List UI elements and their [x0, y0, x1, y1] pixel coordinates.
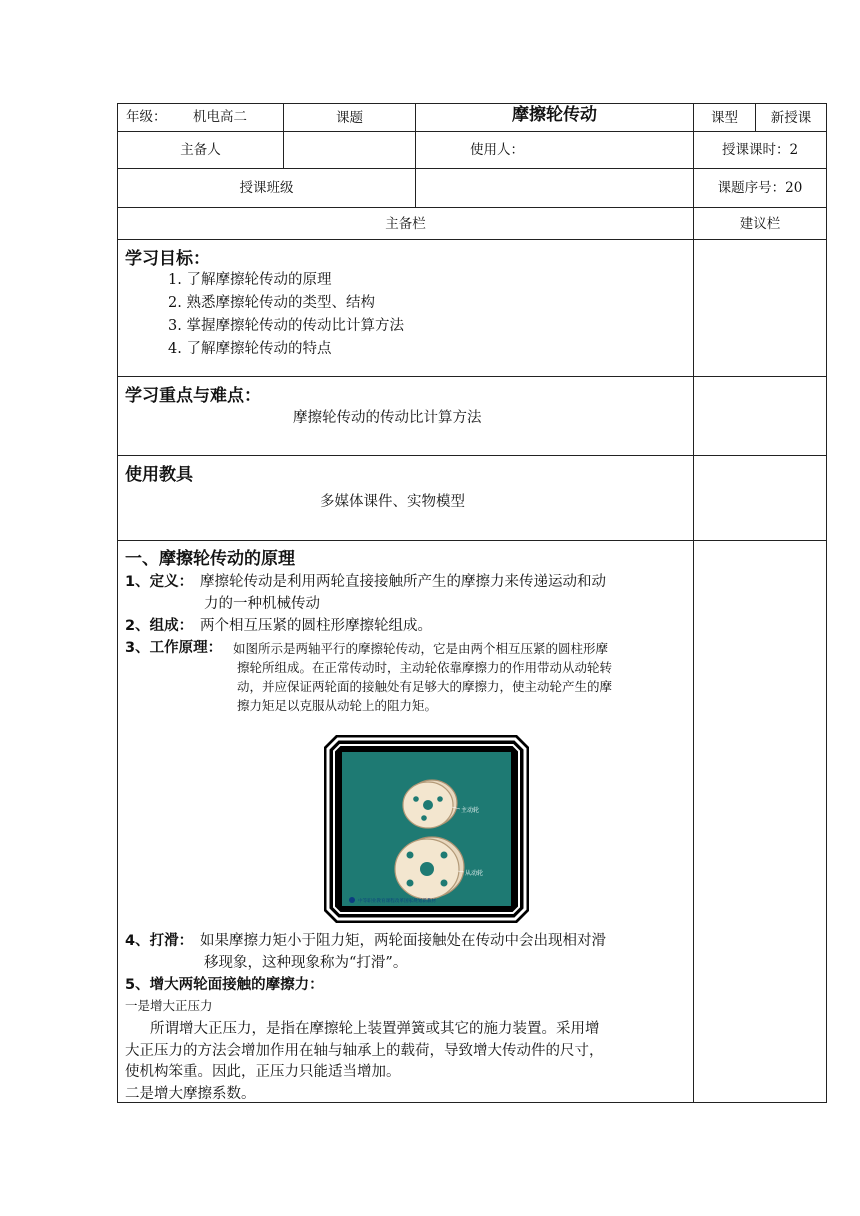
table-border: [117, 103, 827, 104]
grade-label: 年级：: [126, 109, 167, 125]
friction-wheel-figure: [324, 735, 529, 923]
table-border: [117, 207, 827, 208]
objective-item: 3. 掌握摩擦轮传动的传动比计算方法: [168, 318, 404, 334]
working-text: 擦轮所组成。在正常传动时，主动轮依靠摩擦力的作用带动从动轮转: [237, 660, 613, 675]
grade-value: 机电高二: [193, 109, 247, 125]
composition-text: 两个相互压紧的圆柱形摩擦轮组成。: [200, 618, 432, 634]
method-one: 一是增大正压力: [125, 998, 213, 1013]
paragraph-line: 大正压力的方法会增加作用在轴与轴承上的载荷，导致增大传动件的尺寸，: [125, 1043, 604, 1059]
increase-friction-title: 5、增大两轮面接触的摩擦力：: [125, 977, 324, 993]
table-border: [117, 376, 827, 377]
main-column-header: 主备栏: [385, 216, 426, 232]
topic-title: 摩擦轮传动: [512, 105, 597, 125]
objective-item: 2. 熟悉摩擦轮传动的类型、结构: [168, 295, 375, 311]
working-text: 动，并应保证两轮面的接触处有足够大的摩擦力，使主动轮产生的摩: [237, 679, 613, 694]
figure-caption: 中等职业教育课程改革国家规划新教材: [358, 899, 437, 904]
slip-text: 如果摩擦力矩小于阻力矩，两轮面接触处在传动中会出现相对滑: [200, 933, 606, 949]
objective-item: 1. 了解摩擦轮传动的原理: [168, 272, 332, 288]
type-value: 新授课: [770, 110, 812, 126]
definition-text-cont: 力的一种机械传动: [204, 596, 320, 612]
method-two: 二是增大摩擦系数。: [125, 1086, 256, 1102]
objectives-title: 学习目标：: [125, 249, 210, 269]
working-label: 3、工作原理：: [125, 640, 223, 656]
class-label: 授课班级: [239, 180, 294, 196]
tools-title: 使用教具: [125, 465, 193, 485]
objective-item: 4. 了解摩擦轮传动的特点: [168, 341, 332, 357]
preparer-label: 主备人: [180, 142, 221, 158]
paragraph-line: 使机构笨重。因此，正压力只能适当增加。: [125, 1064, 401, 1080]
tools-text: 多媒体课件、实物模型: [320, 494, 465, 510]
table-border: [117, 131, 827, 132]
definition-label: 1、定义：: [125, 574, 194, 590]
slip-label: 4、打滑：: [125, 933, 194, 949]
user-label: 使用人：: [470, 142, 524, 158]
slip-text-cont: 移现象，这种现象称为“打滑”。: [204, 955, 408, 971]
topic-label: 课题: [336, 110, 363, 126]
order-label: 课题序号：20: [717, 180, 803, 196]
working-text: 擦力矩足以克服从动轮上的阻力矩。: [237, 698, 438, 713]
driver-wheel-label: 主动轮: [461, 807, 480, 814]
table-border: [117, 103, 118, 1103]
content-title: 一、摩擦轮传动的原理: [125, 549, 295, 569]
hours-label: 授课课时：2: [721, 142, 799, 158]
driven-wheel-label: 从动轮: [465, 870, 484, 877]
working-text: 如图所示是两轴平行的摩擦轮传动，它是由两个相互压紧的圆柱形摩: [233, 641, 609, 656]
table-border: [693, 103, 694, 1103]
composition-label: 2、组成：: [125, 618, 194, 634]
table-border: [117, 455, 827, 456]
type-label: 课型: [711, 110, 738, 126]
paragraph-line: 所谓增大正压力，是指在摩擦轮上装置弹簧或其它的施力装置。采用增: [150, 1021, 600, 1037]
keypoints-text: 摩擦轮传动的传动比计算方法: [293, 410, 482, 426]
table-border: [117, 540, 827, 541]
suggest-column-header: 建议栏: [739, 216, 781, 232]
friction-wheel-illustration: [324, 735, 529, 923]
keypoints-title: 学习重点与难点：: [125, 386, 261, 406]
table-border: [117, 239, 827, 240]
table-border: [826, 103, 827, 1103]
table-border: [117, 168, 827, 169]
definition-text: 摩擦轮传动是利用两轮直接接触所产生的摩擦力来传递运动和动: [200, 574, 606, 590]
